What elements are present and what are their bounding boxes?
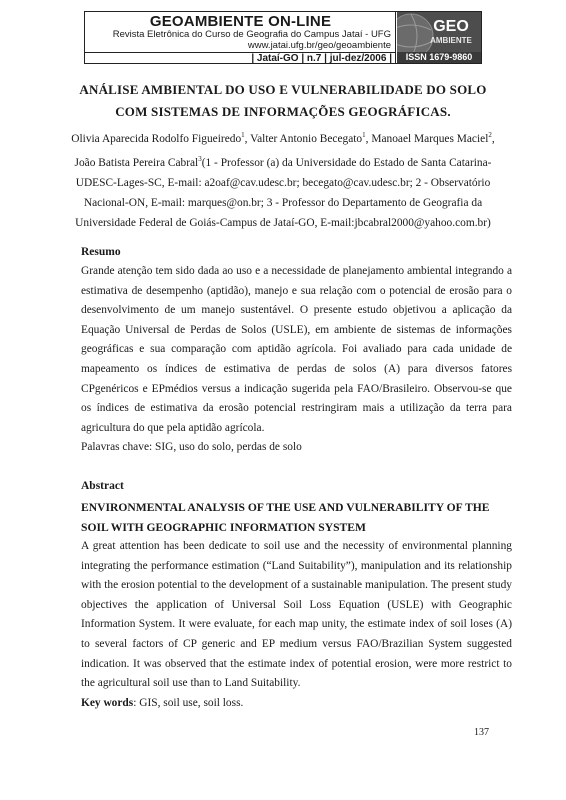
abstract-line: A great attention has been dedicate to soil use and the necessity of environmental planning [81, 540, 512, 552]
journal-name: GEOAMBIENTE ON-LINE [149, 13, 332, 30]
abstract-line: objectives the application of Universal Soil Loss Equation (USLE) with Geographic [81, 598, 512, 611]
affiliation-text: (1 - Professor (a) da Universidade do Estado de Santa Catarina- [201, 156, 492, 169]
resumo-line: Grande atenção tem sido dada ao uso e a necessidade de planejamento ambiental integrando a [81, 265, 512, 277]
resumo-line: geográficas e sua comparação com aptidão agrícola. Foi avaliado para cada unidade de [81, 343, 512, 356]
author-name: Manoael Marques Maciel [371, 132, 489, 145]
journal-issue-info: | Jataí-GO | n.7 | jul-dez/2006 | [85, 52, 396, 63]
affiliation-line: Nacional-ON, E-mail: marques@on.br; 3 - Professor do Departamento de Geografia da [83, 196, 483, 209]
author-separator: , [491, 132, 495, 145]
journal-header-banner [84, 11, 482, 64]
resumo-line: CPgenéricos e EPmédios versus a indicação sugerida pela FAO/Brasileiro. Observou-se que [81, 382, 512, 395]
paper-title-line-1: ANÁLISE AMBIENTAL DO USO E VULNERABILIDADE DO SOLO [79, 82, 487, 97]
authors-affiliations [60, 125, 506, 233]
keywords-label: Key words [81, 696, 134, 709]
resumo-line: os índices de estimativa da erosão potencial restringiram mais a utilização da terra para [81, 402, 512, 415]
author-name: Valter Antonio Becegato [250, 132, 363, 145]
author-name: Olivia Aparecida Rodolfo Figueiredo [71, 132, 242, 145]
journal-info-block [85, 12, 396, 63]
authors-line [60, 125, 506, 149]
keywords-line [81, 694, 512, 714]
issn-label: ISSN 1679-9860 [397, 52, 481, 63]
abstract-heading: Abstract [81, 480, 124, 492]
abstract-line: the agricultural soil use than to Land Suitability. [81, 677, 301, 690]
geoambiente-logo [397, 12, 481, 52]
journal-url: www.jatai.ufg.br/geo/geoambiente [247, 40, 391, 51]
abstract-line: Information System. It were evaluate, for each map unity, the estimate index of soil loses (A) [81, 618, 512, 631]
author-footnote-mark: 1 [241, 131, 245, 139]
logo-text-geo: GEO [433, 18, 469, 35]
resumo-line: mapeamento os índices de estimativa de perdas de solos (A) para diversos fatores [81, 362, 512, 375]
abstract-line: indication. It was observed that the estimate index of potential erosion, were more restrict to [81, 657, 512, 670]
resumo-line: agricultura do que pela aptidão agrícola. [81, 421, 265, 434]
resumo-paragraph [81, 262, 512, 458]
english-title [81, 498, 512, 537]
keywords-text: : GIS, soil use, soil loss. [133, 696, 244, 709]
page-number: 137 [474, 727, 489, 738]
affiliation-line: UDESC-Lages-SC, E-mail: a2oaf@cav.udesc.br; becegato@cav.udesc.br; 2 - Observatório [75, 176, 491, 189]
author-footnote-mark: 2 [488, 131, 492, 139]
globe-logo-icon [397, 12, 481, 52]
affiliation-line [60, 149, 506, 173]
journal-subtitle: Revista Eletrônica do Curso de Geografia do Campus Jataí - UFG [112, 29, 391, 40]
logo-text-ambiente: AMBIENTE [430, 36, 472, 45]
abstract-line: integrating the performance estimation (“Land Suitability”), manipulation and its relationship [81, 559, 512, 572]
author-separator: , [365, 132, 372, 145]
resumo-line: estimativa de desempenho (aptidão), manejo e sua relação com o potencial de erosão para o [81, 284, 512, 297]
author-separator: , [244, 132, 251, 145]
english-title-line-1: ENVIRONMENTAL ANALYSIS OF THE USE AND VULNERABILITY OF THE [81, 501, 490, 514]
resumo-line: desenvolvimento de um manejo sustentável. O presente estudo objetivou a aplicação da [81, 304, 512, 317]
author-footnote-mark: 1 [362, 131, 366, 139]
resumo-line: Equação Universal de Perdas de Solos (USLE), em ambiente de sistemas de informações [81, 323, 512, 336]
author-footnote-mark: 3 [198, 154, 202, 163]
resumo-heading: Resumo [81, 246, 121, 258]
affiliation-line: Universidade Federal de Goiás-Campus de Jataí-GO, E-mail:jbcabral2000@yahoo.com.br) [75, 216, 491, 229]
author-name: João Batista Pereira Cabral [74, 156, 199, 169]
abstract-line: to several factors of CP generic and EP medium versus FAO/Brazilian System suggested [81, 637, 512, 650]
palavras-chave: Palavras chave: SIG, uso do solo, perdas de solo [81, 441, 302, 454]
abstract-line: with the erosion potential to the development of a sustainable manipulation. The present study [81, 579, 512, 592]
english-title-line-2: SOIL WITH GEOGRAPHIC INFORMATION SYSTEM [81, 520, 366, 534]
paper-title-line-2: COM SISTEMAS DE INFORMAÇÕES GEOGRÁFICAS. [115, 104, 451, 119]
abstract-paragraph [81, 537, 512, 713]
